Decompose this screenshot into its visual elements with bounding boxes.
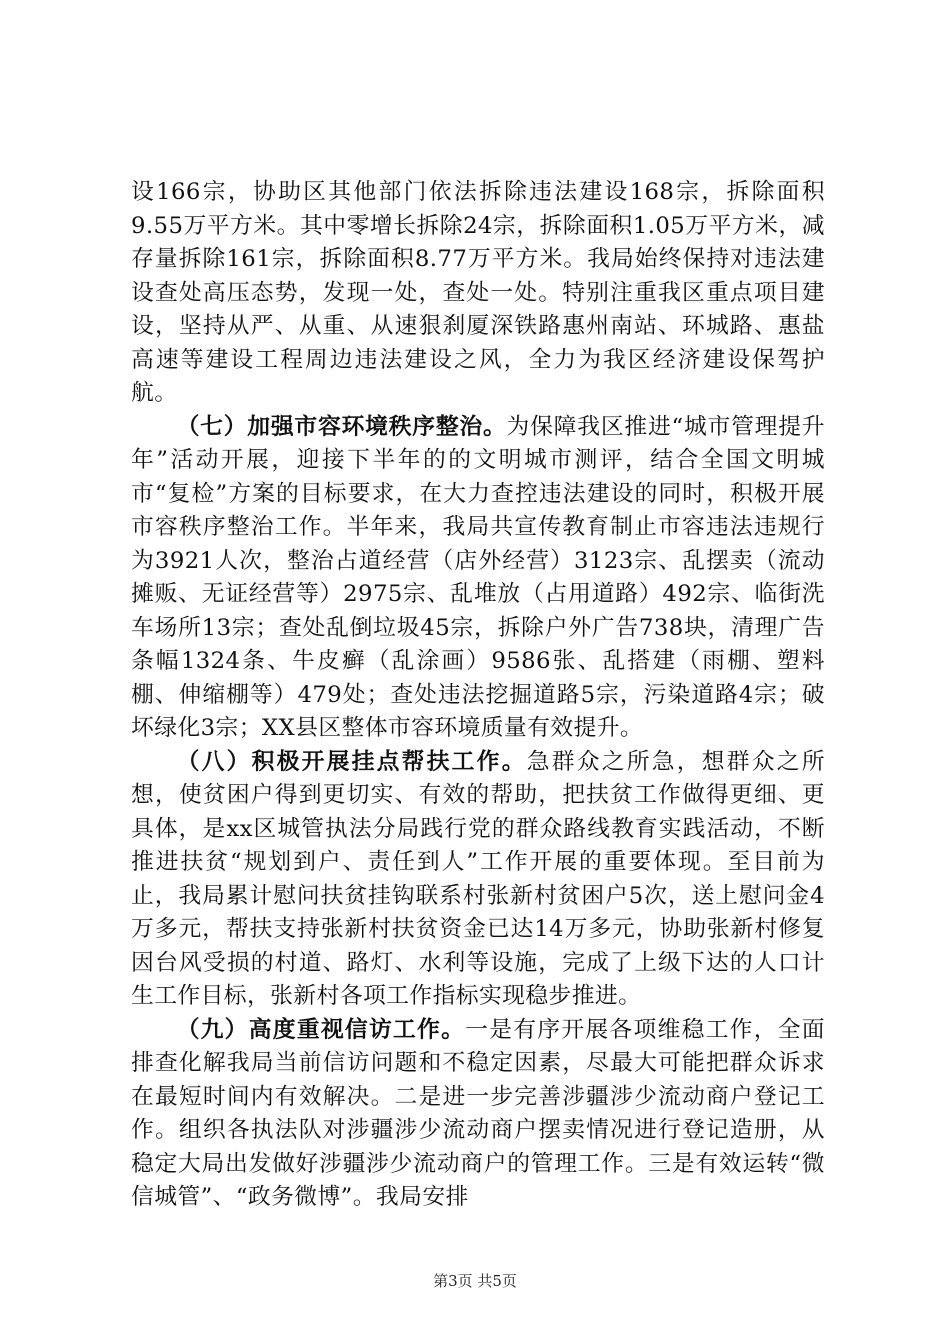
paragraph-text: 一是有序开展各项维稳工作，全面排查化解我局当前信访问题和不稳定因素，尽最大可能把群众诉求在最短时间内有效解决。二是进一步完善涉疆涉少流动商户登记工作。组织各执法队对涉疆涉少流动商户摆卖情况进行登记造册，从稳定大局出发做好涉疆涉少流动商户的管理工作。三是有效运转“微信城管”、“政务微博”。我局安排 bbox=[131, 1016, 825, 1210]
page-number-footer: 第3页 共5页 bbox=[433, 1272, 517, 1290]
paragraph-section-7 bbox=[131, 411, 825, 746]
section-heading: （八）积极开展挂点帮扶工作。 bbox=[176, 748, 527, 775]
paragraph-text: 为保障我区推进“城市管理提升年”活动开展，迎接下半年的的文明城市测评，结合全国文明城市“复检”方案的目标要求，在大力查控违法建设的同时，积极开展市容秩序整治工作。半年来，我局共宣传教育制止市容违法违规行为3921人次，整治占道经营（店外经营）3123宗、乱摆卖（流动摊贩、无证经营等）2975宗、乱堆放（占用道路）492宗、临街洗车场所13宗；查处乱倒垃圾45宗，拆除户外广告738块，清理广告条幅1324条、牛皮癣（乱涂画）9586张、乱搭建（雨棚、塑料棚、伸缩棚等）479处；查处违法挖掘道路5宗，污染道路4宗；破坏绿化3宗；XX县区整体市容环境质量有效提升。 bbox=[131, 413, 825, 741]
document-body bbox=[131, 176, 825, 1215]
paragraph-text: 急群众之所急，想群众之所想，使贫困户得到更切实、有效的帮助，把扶贫工作做得更细、更具体，是xx区城管执法分局践行党的群众路线教育实践活动，不断推进扶贫“规划到户、责任到人”工作开展的重要体现。至目前为止，我局累计慰问扶贫挂钩联系村张新村贫困户5次，送上慰问金4万多元，帮扶支持张新村扶贫资金已达14万多元，协助张新村修复因台风受损的村道、路灯、水利等设施，完成了上级下达的人口计生工作目标，张新村各项工作指标实现稳步推进。 bbox=[131, 748, 825, 1009]
paragraph-continuation bbox=[131, 176, 825, 411]
paragraph-text: 设166宗，协助区其他部门依法拆除违法建设168宗，拆除面积9.55万平方米。其中零增长拆除24宗，拆除面积1.05万平方米，减存量拆除161宗，拆除面积8.77万平方米。我局始终保持对违法建设查处高压态势，发现一处，查处一处。特别注重我区重点项目建设，坚持从严、从重、从速狠刹厦深铁路惠州南站、环城路、惠盐高速等建设工程周边违法建设之风，全力为我区经济建设保驾护航。 bbox=[131, 179, 825, 406]
paragraph-section-8 bbox=[131, 746, 825, 1014]
paragraph-section-9 bbox=[131, 1014, 825, 1215]
section-heading: （九）高度重视信访工作。 bbox=[176, 1016, 466, 1043]
section-heading: （七）加强市容环境秩序整治。 bbox=[176, 413, 507, 440]
